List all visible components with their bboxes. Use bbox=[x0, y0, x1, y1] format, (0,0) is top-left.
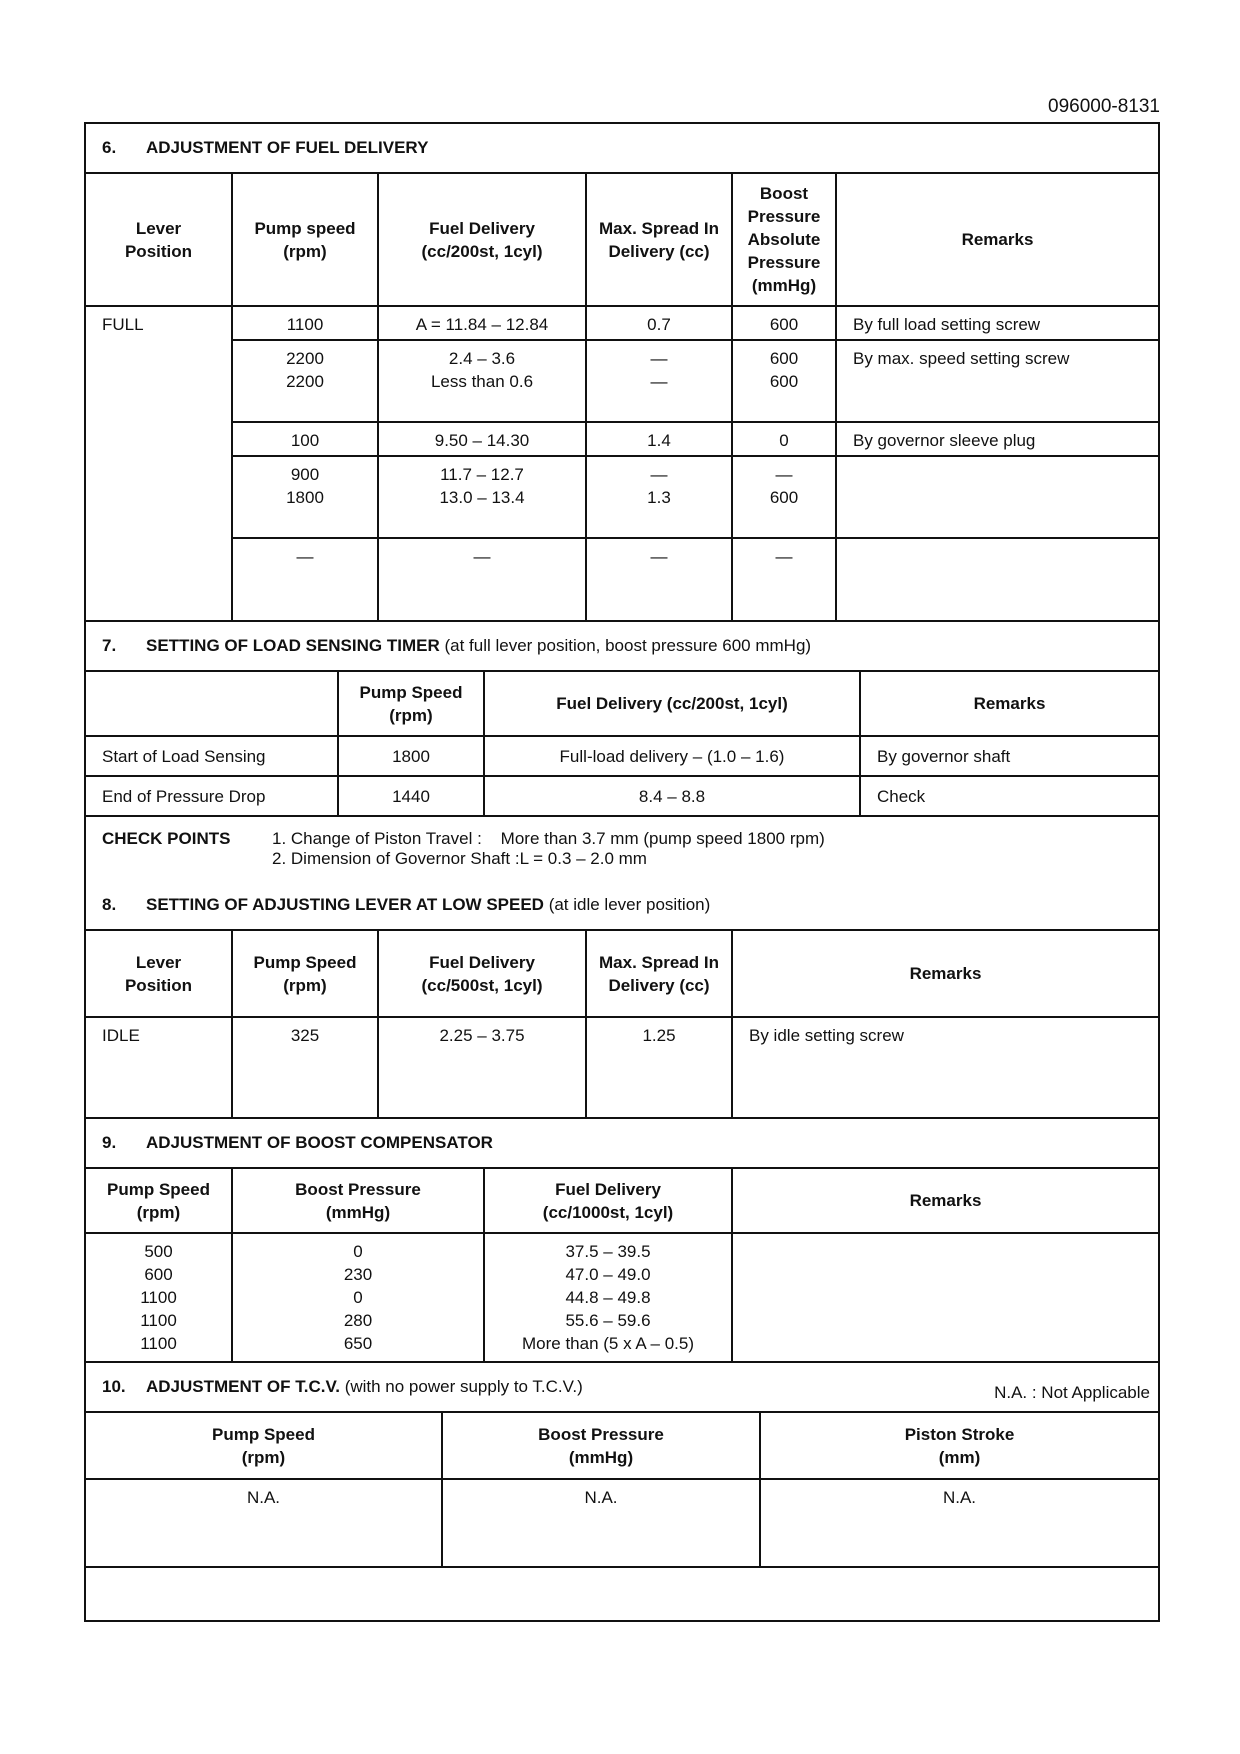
spread-cell bbox=[586, 340, 732, 422]
remarks-cell: By idle setting screw bbox=[749, 1026, 904, 1045]
boost-value: — bbox=[775, 547, 793, 566]
fuel-value: 9.50 – 14.30 bbox=[434, 431, 530, 450]
speed-cell: 325 bbox=[232, 1017, 378, 1117]
document-number: 096000-8131 bbox=[1048, 96, 1160, 117]
fuel-cell: 8.4 – 8.8 bbox=[484, 776, 860, 816]
boost-value: 600 bbox=[769, 315, 799, 334]
boost-cell bbox=[732, 306, 836, 340]
spec-sheet bbox=[84, 122, 1160, 1622]
boost-value: 650 bbox=[343, 1334, 373, 1353]
header-fuel-delivery: Fuel Delivery (cc/1000st, 1cyl) bbox=[484, 1169, 732, 1233]
section-subtitle: (at full lever position, boost pressure 600 mmHg) bbox=[444, 636, 812, 655]
header-boost-pressure: Boost Pressure (mmHg) bbox=[442, 1413, 760, 1479]
fuel-value: A = 11.84 – 12.84 bbox=[415, 315, 549, 334]
speed-value: 1100 bbox=[140, 1334, 177, 1353]
speed-value: 500 bbox=[144, 1242, 173, 1261]
section-7-heading bbox=[86, 620, 1158, 672]
speed-value: 600 bbox=[144, 1265, 173, 1284]
spread-value: — bbox=[650, 372, 668, 391]
section-title: SETTING OF ADJUSTING LEVER AT LOW SPEED bbox=[146, 895, 544, 914]
load-sensing-table bbox=[86, 672, 1158, 817]
header-max-spread: Max. Spread In Delivery (cc) bbox=[586, 174, 732, 306]
spread-cell: 1.25 bbox=[586, 1017, 732, 1117]
header-remarks: Remarks bbox=[732, 931, 1158, 1017]
remarks-cell: By max. speed setting screw bbox=[836, 340, 1158, 422]
remarks-cell: Check bbox=[860, 776, 1158, 816]
section-9-heading bbox=[86, 1117, 1158, 1169]
check-points bbox=[86, 817, 1158, 885]
speed-cell: 1800 bbox=[338, 736, 484, 776]
remarks-cell bbox=[836, 538, 1158, 620]
header-boost-pressure: Boost Pressure Absolute Pressure (mmHg) bbox=[732, 174, 836, 306]
section-number: 6. bbox=[102, 138, 117, 157]
header-remarks: Remarks bbox=[732, 1169, 1158, 1233]
header-pump-speed: Pump speed (rpm) bbox=[232, 174, 378, 306]
boost-column bbox=[232, 1233, 484, 1361]
boost-value: 230 bbox=[343, 1265, 373, 1284]
header-pump-speed: Pump Speed (rpm) bbox=[86, 1413, 442, 1479]
lever-position-cell bbox=[86, 306, 232, 620]
spread-cell bbox=[586, 306, 732, 340]
fuel-value: 37.5 – 39.5 bbox=[565, 1242, 651, 1261]
fuel-value: 13.0 – 13.4 bbox=[439, 488, 525, 507]
section-number: 9. bbox=[102, 1133, 117, 1152]
section-number: 8. bbox=[102, 895, 117, 914]
header-boost-pressure: Boost Pressure (mmHg) bbox=[232, 1169, 484, 1233]
header-fuel-delivery: Fuel Delivery (cc/200st, 1cyl) bbox=[378, 174, 586, 306]
speed-cell: 1440 bbox=[338, 776, 484, 816]
spread-value: — bbox=[650, 349, 668, 368]
speed-value: 2200 bbox=[286, 349, 324, 368]
spread-value: — bbox=[650, 547, 668, 566]
section-number: 10. bbox=[102, 1377, 126, 1396]
boost-cell bbox=[732, 538, 836, 620]
speed-value: 100 bbox=[290, 431, 320, 450]
fuel-value: 2.4 – 3.6 bbox=[448, 349, 516, 368]
spread-value: 1.4 bbox=[647, 431, 671, 450]
check-points-label: CHECK POINTS bbox=[102, 829, 231, 848]
tcv-table bbox=[86, 1413, 1158, 1568]
fuel-value: 44.8 – 49.8 bbox=[565, 1288, 651, 1307]
header-max-spread: Max. Spread In Delivery (cc) bbox=[586, 931, 732, 1017]
remarks-cell: By full load setting screw bbox=[836, 306, 1158, 340]
boost-cell bbox=[732, 340, 836, 422]
fuel-cell bbox=[378, 306, 586, 340]
speed-cell bbox=[232, 422, 378, 456]
boost-value: — bbox=[775, 465, 793, 484]
boost-value: 0 bbox=[353, 1288, 363, 1307]
check-point-item: 1. Change of Piston Travel : More than 3.7 mm (pump speed 1800 rpm) bbox=[272, 829, 825, 848]
header-remarks: Remarks bbox=[836, 174, 1158, 306]
boost-value: 0 bbox=[353, 1242, 363, 1261]
fuel-cell bbox=[378, 538, 586, 620]
section-title: ADJUSTMENT OF T.C.V. bbox=[146, 1377, 340, 1396]
section-title: ADJUSTMENT OF BOOST COMPENSATOR bbox=[146, 1133, 493, 1152]
stroke-cell: N.A. bbox=[760, 1479, 1158, 1567]
speed-cell bbox=[232, 340, 378, 422]
spread-cell bbox=[586, 456, 732, 538]
header-piston-stroke: Piston Stroke (mm) bbox=[760, 1413, 1158, 1479]
fuel-value: 11.7 – 12.7 bbox=[440, 465, 524, 484]
speed-value: 1100 bbox=[140, 1288, 177, 1307]
header-lever-position: Lever Position bbox=[86, 174, 232, 306]
speed-value: 2200 bbox=[286, 372, 324, 391]
not-applicable-note: N.A. : Not Applicable bbox=[994, 1383, 1150, 1402]
boost-value: 280 bbox=[343, 1311, 373, 1330]
header-pump-speed: Pump Speed (rpm) bbox=[232, 931, 378, 1017]
check-point-item: 2. Dimension of Governor Shaft :L = 0.3 – 2.0 mm bbox=[272, 849, 647, 868]
header-pump-speed: Pump Speed (rpm) bbox=[338, 672, 484, 736]
spread-value: 0.7 bbox=[647, 315, 671, 334]
row-label: End of Pressure Drop bbox=[86, 776, 338, 816]
fuel-cell bbox=[378, 456, 586, 538]
spread-cell bbox=[586, 422, 732, 456]
boost-cell: N.A. bbox=[442, 1479, 760, 1567]
section-10-heading bbox=[86, 1361, 1158, 1413]
speed-value: 1800 bbox=[286, 488, 324, 507]
fuel-cell bbox=[378, 422, 586, 456]
header-remarks: Remarks bbox=[860, 672, 1158, 736]
remarks-cell bbox=[836, 456, 1158, 538]
speed-cell bbox=[232, 538, 378, 620]
boost-compensator-table bbox=[86, 1169, 1158, 1361]
remarks-cell: By governor shaft bbox=[860, 736, 1158, 776]
boost-value: 600 bbox=[769, 488, 799, 507]
section-number: 7. bbox=[102, 636, 117, 655]
fuel-delivery-table bbox=[86, 174, 1158, 620]
remarks-cell: By governor sleeve plug bbox=[836, 422, 1158, 456]
section-title: ADJUSTMENT OF FUEL DELIVERY bbox=[146, 138, 429, 157]
fuel-value: 47.0 – 49.0 bbox=[565, 1265, 651, 1284]
fuel-column bbox=[484, 1233, 732, 1361]
header-fuel-delivery: Fuel Delivery (cc/500st, 1cyl) bbox=[378, 931, 586, 1017]
fuel-cell bbox=[378, 340, 586, 422]
row-label: Start of Load Sensing bbox=[86, 736, 338, 776]
speed-value: 1100 bbox=[286, 315, 324, 334]
check-points-list bbox=[272, 829, 825, 869]
header-pump-speed: Pump Speed (rpm) bbox=[86, 1169, 232, 1233]
speed-cell: N.A. bbox=[86, 1479, 442, 1567]
speed-value: — bbox=[296, 547, 314, 566]
speed-value: 1100 bbox=[140, 1311, 177, 1330]
speed-cell bbox=[232, 456, 378, 538]
speed-column bbox=[86, 1233, 232, 1361]
header-lever-position: Lever Position bbox=[86, 931, 232, 1017]
fuel-value: Less than 0.6 bbox=[430, 372, 534, 391]
speed-value: 900 bbox=[290, 465, 320, 484]
fuel-cell: Full-load delivery – (1.0 – 1.6) bbox=[484, 736, 860, 776]
header-blank bbox=[86, 672, 338, 736]
fuel-cell: 2.25 – 3.75 bbox=[378, 1017, 586, 1117]
speed-cell bbox=[232, 306, 378, 340]
boost-cell bbox=[732, 422, 836, 456]
lever-position-cell: IDLE bbox=[86, 1017, 232, 1117]
fuel-value: — bbox=[473, 547, 491, 566]
fuel-value: 55.6 – 59.6 bbox=[565, 1311, 651, 1330]
spread-value: — bbox=[650, 465, 668, 484]
boost-value: 600 bbox=[769, 372, 799, 391]
section-6-heading bbox=[86, 124, 1158, 174]
section-subtitle: (at idle lever position) bbox=[548, 895, 711, 914]
boost-cell bbox=[732, 456, 836, 538]
spread-cell bbox=[586, 538, 732, 620]
lever-position-value: FULL bbox=[102, 315, 144, 334]
section-subtitle: (with no power supply to T.C.V.) bbox=[344, 1377, 583, 1396]
boost-value: 0 bbox=[779, 431, 789, 450]
spread-value: 1.3 bbox=[647, 488, 671, 507]
low-speed-table bbox=[86, 931, 1158, 1117]
section-title: SETTING OF LOAD SENSING TIMER bbox=[146, 636, 440, 655]
fuel-value: More than (5 x A – 0.5) bbox=[522, 1334, 694, 1353]
boost-value: 600 bbox=[769, 349, 799, 368]
remarks-column bbox=[732, 1233, 1158, 1361]
header-fuel-delivery: Fuel Delivery (cc/200st, 1cyl) bbox=[484, 672, 860, 736]
section-8-heading bbox=[86, 885, 1158, 931]
